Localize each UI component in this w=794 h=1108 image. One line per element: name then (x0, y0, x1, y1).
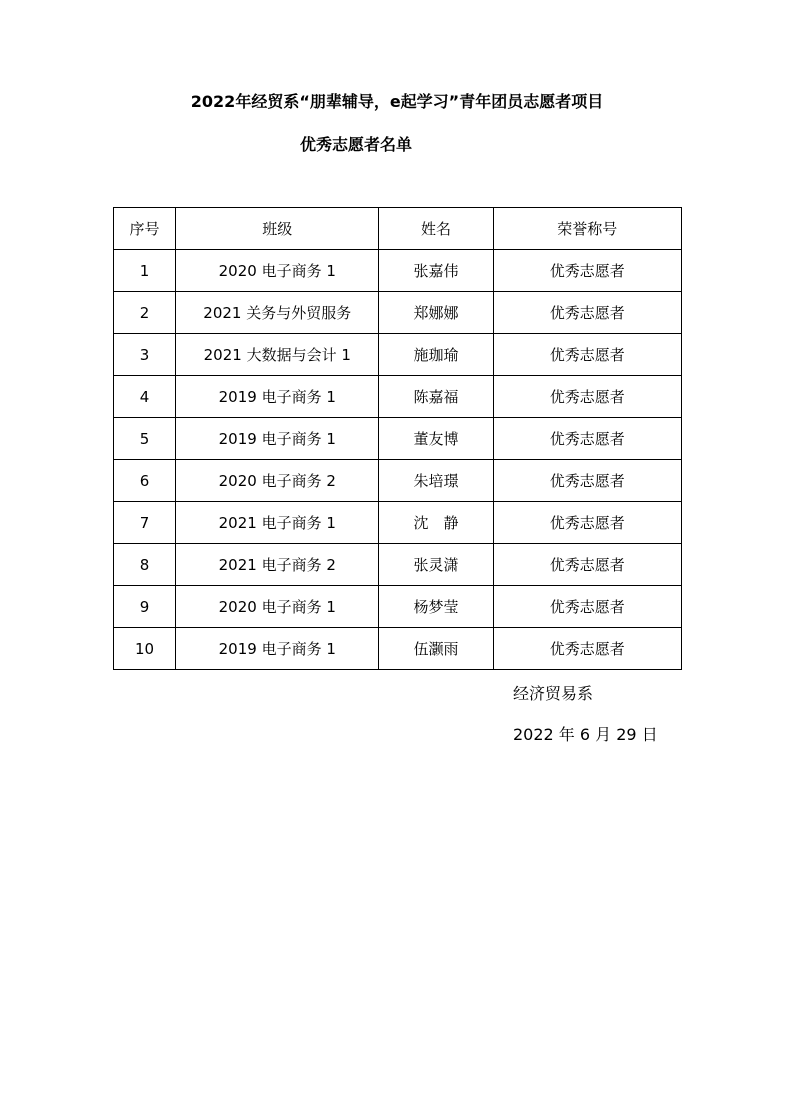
table-row (114, 334, 682, 376)
header-class: 班级 (176, 208, 379, 250)
cell-name: 郑娜娜 (379, 292, 493, 334)
table-row (114, 250, 682, 292)
cell-honor: 优秀志愿者 (493, 586, 681, 628)
volunteer-table (113, 207, 682, 670)
cell-name: 张嘉伟 (379, 250, 493, 292)
table-row (114, 586, 682, 628)
cell-name: 陈嘉福 (379, 376, 493, 418)
cell-honor: 优秀志愿者 (493, 376, 681, 418)
cell-number: 1 (114, 250, 176, 292)
cell-class: 2020 电子商务 2 (176, 460, 379, 502)
cell-class: 2019 电子商务 1 (176, 376, 379, 418)
table-row (114, 418, 682, 460)
table-row (114, 502, 682, 544)
cell-honor: 优秀志愿者 (493, 418, 681, 460)
cell-number: 5 (114, 418, 176, 460)
cell-honor: 优秀志愿者 (493, 502, 681, 544)
table-row (114, 376, 682, 418)
header-number: 序号 (114, 208, 176, 250)
issue-date: 2022 年 6 月 29 日 (513, 725, 658, 744)
document-subtitle: 优秀志愿者名单 (300, 135, 413, 154)
cell-class: 2019 电子商务 1 (176, 628, 379, 670)
cell-class: 2021 大数据与会计 1 (176, 334, 379, 376)
header-name: 姓名 (379, 208, 493, 250)
cell-number: 2 (114, 292, 176, 334)
cell-honor: 优秀志愿者 (493, 544, 681, 586)
cell-name: 施珈瑜 (379, 334, 493, 376)
cell-class: 2020 电子商务 1 (176, 586, 379, 628)
table-row (114, 544, 682, 586)
cell-class: 2021 关务与外贸服务 (176, 292, 379, 334)
cell-number: 6 (114, 460, 176, 502)
cell-number: 3 (114, 334, 176, 376)
table-row (114, 628, 682, 670)
cell-number: 4 (114, 376, 176, 418)
cell-class: 2021 电子商务 1 (176, 502, 379, 544)
table-row (114, 460, 682, 502)
cell-number: 10 (114, 628, 176, 670)
table-row (114, 292, 682, 334)
table-header-row (114, 208, 682, 250)
cell-name: 张灵潇 (379, 544, 493, 586)
issuing-organization: 经济贸易系 (513, 684, 594, 703)
cell-number: 8 (114, 544, 176, 586)
cell-name: 杨梦莹 (379, 586, 493, 628)
cell-class: 2020 电子商务 1 (176, 250, 379, 292)
cell-honor: 优秀志愿者 (493, 334, 681, 376)
cell-number: 9 (114, 586, 176, 628)
cell-name: 沈 静 (379, 502, 493, 544)
document-title: 2022年经贸系“朋辈辅导，e起学习”青年团员志愿者项目 (190, 92, 604, 111)
cell-class: 2021 电子商务 2 (176, 544, 379, 586)
cell-name: 董友博 (379, 418, 493, 460)
cell-name: 伍灏雨 (379, 628, 493, 670)
cell-name: 朱培璟 (379, 460, 493, 502)
cell-number: 7 (114, 502, 176, 544)
cell-honor: 优秀志愿者 (493, 628, 681, 670)
cell-honor: 优秀志愿者 (493, 292, 681, 334)
cell-honor: 优秀志愿者 (493, 250, 681, 292)
header-honor: 荣誉称号 (493, 208, 681, 250)
cell-honor: 优秀志愿者 (493, 460, 681, 502)
cell-class: 2019 电子商务 1 (176, 418, 379, 460)
